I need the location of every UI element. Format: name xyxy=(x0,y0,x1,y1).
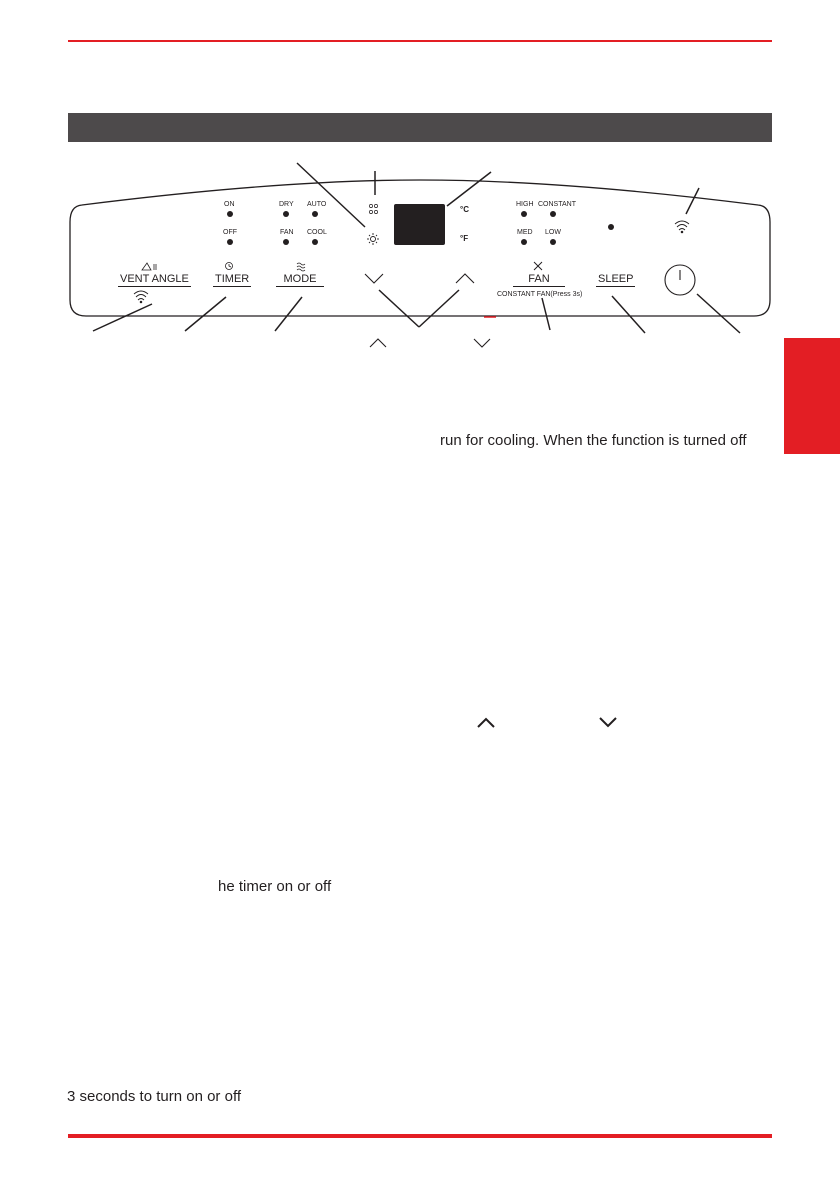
indicator-constant-label: CONSTANT xyxy=(538,201,576,208)
indicator-constant-light xyxy=(550,211,556,217)
callout-line-fan xyxy=(542,298,550,330)
indicator-auto-light xyxy=(312,211,318,217)
indicator-off-label: OFF xyxy=(223,229,237,236)
sun-icon xyxy=(367,233,379,245)
up-arrow-icon xyxy=(456,274,474,283)
up-arrow-icon xyxy=(370,339,386,347)
body-text-timer: he timer on or off xyxy=(218,878,332,895)
filter-icon xyxy=(369,204,377,213)
callout-line-down xyxy=(379,290,419,327)
indicator-wifi-light xyxy=(608,224,614,230)
fan-button[interactable]: FAN xyxy=(513,273,565,287)
sleep-button[interactable]: SLEEP xyxy=(598,273,634,285)
indicator-auto-label: AUTO xyxy=(307,201,327,208)
wifi-icon xyxy=(675,221,689,233)
indicator-cool-light xyxy=(312,239,318,245)
mode-wave-icon xyxy=(297,263,305,271)
indicator-med-label: MED xyxy=(517,229,533,236)
unit-fahrenheit-label: °F xyxy=(460,234,469,243)
indicator-dry-light xyxy=(283,211,289,217)
bottom-rule xyxy=(68,1134,772,1138)
up-arrow-icon xyxy=(478,719,494,727)
indicator-high-label: HIGH xyxy=(516,201,534,208)
indicator-med-light xyxy=(521,239,527,245)
callout-line-mode xyxy=(275,297,302,331)
temperature-display xyxy=(394,204,445,245)
mode-button[interactable]: MODE xyxy=(276,273,324,287)
indicator-fan-light xyxy=(283,239,289,245)
vent-angle-button[interactable]: VENT ANGLE xyxy=(120,273,189,285)
timer-button[interactable]: TIMER xyxy=(215,273,250,285)
indicator-on-light xyxy=(227,211,233,217)
callout-line-sleep xyxy=(612,296,645,333)
fan-icon xyxy=(534,262,542,270)
callout-line-display xyxy=(447,172,491,206)
indicator-low-label: LOW xyxy=(545,229,561,236)
indicator-low-light xyxy=(550,239,556,245)
wifi-icon xyxy=(134,291,148,303)
clock-icon xyxy=(226,263,233,270)
callout-line-wifi xyxy=(686,188,699,214)
indicator-dry-label: DRY xyxy=(279,201,294,208)
panel-outline xyxy=(70,180,770,316)
indicator-on-label: ON xyxy=(224,201,235,208)
callout-line-power xyxy=(697,294,740,333)
callout-line-up xyxy=(419,290,459,327)
control-panel-diagram xyxy=(0,0,840,360)
callout-line-timer xyxy=(185,297,226,331)
callout-line-vent xyxy=(93,304,152,331)
moon-icon xyxy=(610,262,615,270)
body-text-press: 3 seconds to turn on or off xyxy=(67,1088,242,1105)
vent-angle-icon xyxy=(142,263,156,270)
indicator-cool-label: COOL xyxy=(307,229,327,236)
unit-celsius-label: °C xyxy=(460,205,469,214)
down-arrow-icon xyxy=(365,274,383,283)
down-arrow-icon xyxy=(474,339,490,347)
indicator-high-light xyxy=(521,211,527,217)
indicator-fan-label: FAN xyxy=(280,229,294,236)
callout-line-filter xyxy=(297,163,365,227)
fan-button-sublabel: CONSTANT FAN(Press 3s) xyxy=(497,291,583,298)
indicator-off-light xyxy=(227,239,233,245)
arrow-glyph-row xyxy=(474,714,624,730)
body-text-cooling: run for cooling. When the function is turned off xyxy=(440,432,747,449)
down-arrow-icon xyxy=(600,718,616,726)
